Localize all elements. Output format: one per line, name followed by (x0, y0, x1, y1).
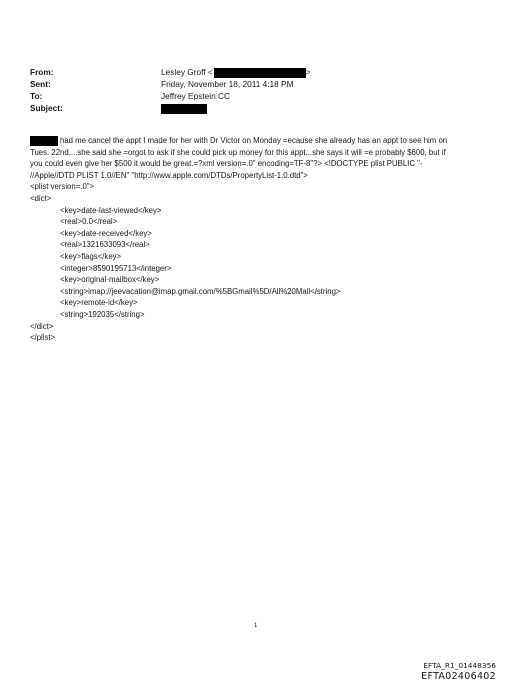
body-line: //Apple//DTD PLIST 1.0//EN" "http://www.apple.com/DTDs/PropertyList-1.0.dtd"> (30, 170, 308, 180)
to-label: To: (30, 91, 43, 101)
bates-number-secondary: EFTA02406402 (421, 671, 496, 682)
sent-label: Sent: (30, 79, 51, 89)
body-line: <key>original-mailbox</key> (60, 275, 160, 285)
body-line: <key>date-received</key> (60, 228, 152, 238)
body-line: </dict> (30, 321, 54, 331)
body-line: <real>1321633093</real> (60, 240, 150, 250)
body-line: <plist version=.0"> (30, 182, 95, 192)
sent-value: Friday, November 18, 2011 4:18 PM (161, 79, 294, 89)
body-line: <key>remote-id</key> (60, 298, 138, 308)
bates-number-primary: EFTA_R1_01448356 (423, 661, 496, 670)
from-label: From: (30, 67, 54, 77)
from-name: Lesley Groff < (161, 67, 213, 77)
subject-label: Subject: (30, 103, 63, 113)
body-line: <integer>8590195713</integer> (60, 263, 172, 273)
to-value: Jeffrey Epstein CC (161, 91, 231, 101)
body-line: Tues. 22nd....she said she =orgot to ask if she could pick up money for this appt...she says it will =e probably $600, but if (30, 147, 446, 157)
body-line: <string>192035</string> (60, 309, 145, 319)
body-line: <key>date-last-viewed</key> (60, 205, 162, 215)
body-line: <string>imap://jeevacation@imap.gmail.com/%5BGmail%5D/All%20Mail</string> (60, 286, 341, 296)
from-value (161, 66, 311, 78)
redaction-block (161, 104, 207, 114)
body-line: you could even give her $500 it would be great.=?xml version=.0" encoding=TF-8"?> <!DOCTYPE plist PUBLIC "- (30, 159, 423, 169)
body-line: <real>0.0</real> (60, 217, 118, 227)
redaction-block (30, 136, 58, 146)
body-line: <key>flags</key> (60, 251, 122, 261)
body-line: </plist> (30, 333, 56, 343)
body-line: had me cancel the appt I made for her with Dr Victor on Monday =ecause she already has an appt to see him on (30, 135, 500, 147)
subject-value (161, 102, 207, 114)
from-tail: > (305, 67, 311, 77)
body-line: <dict> (30, 193, 52, 203)
page-number: 1 (254, 623, 258, 629)
redaction-block (214, 68, 306, 78)
message-body (30, 135, 500, 344)
